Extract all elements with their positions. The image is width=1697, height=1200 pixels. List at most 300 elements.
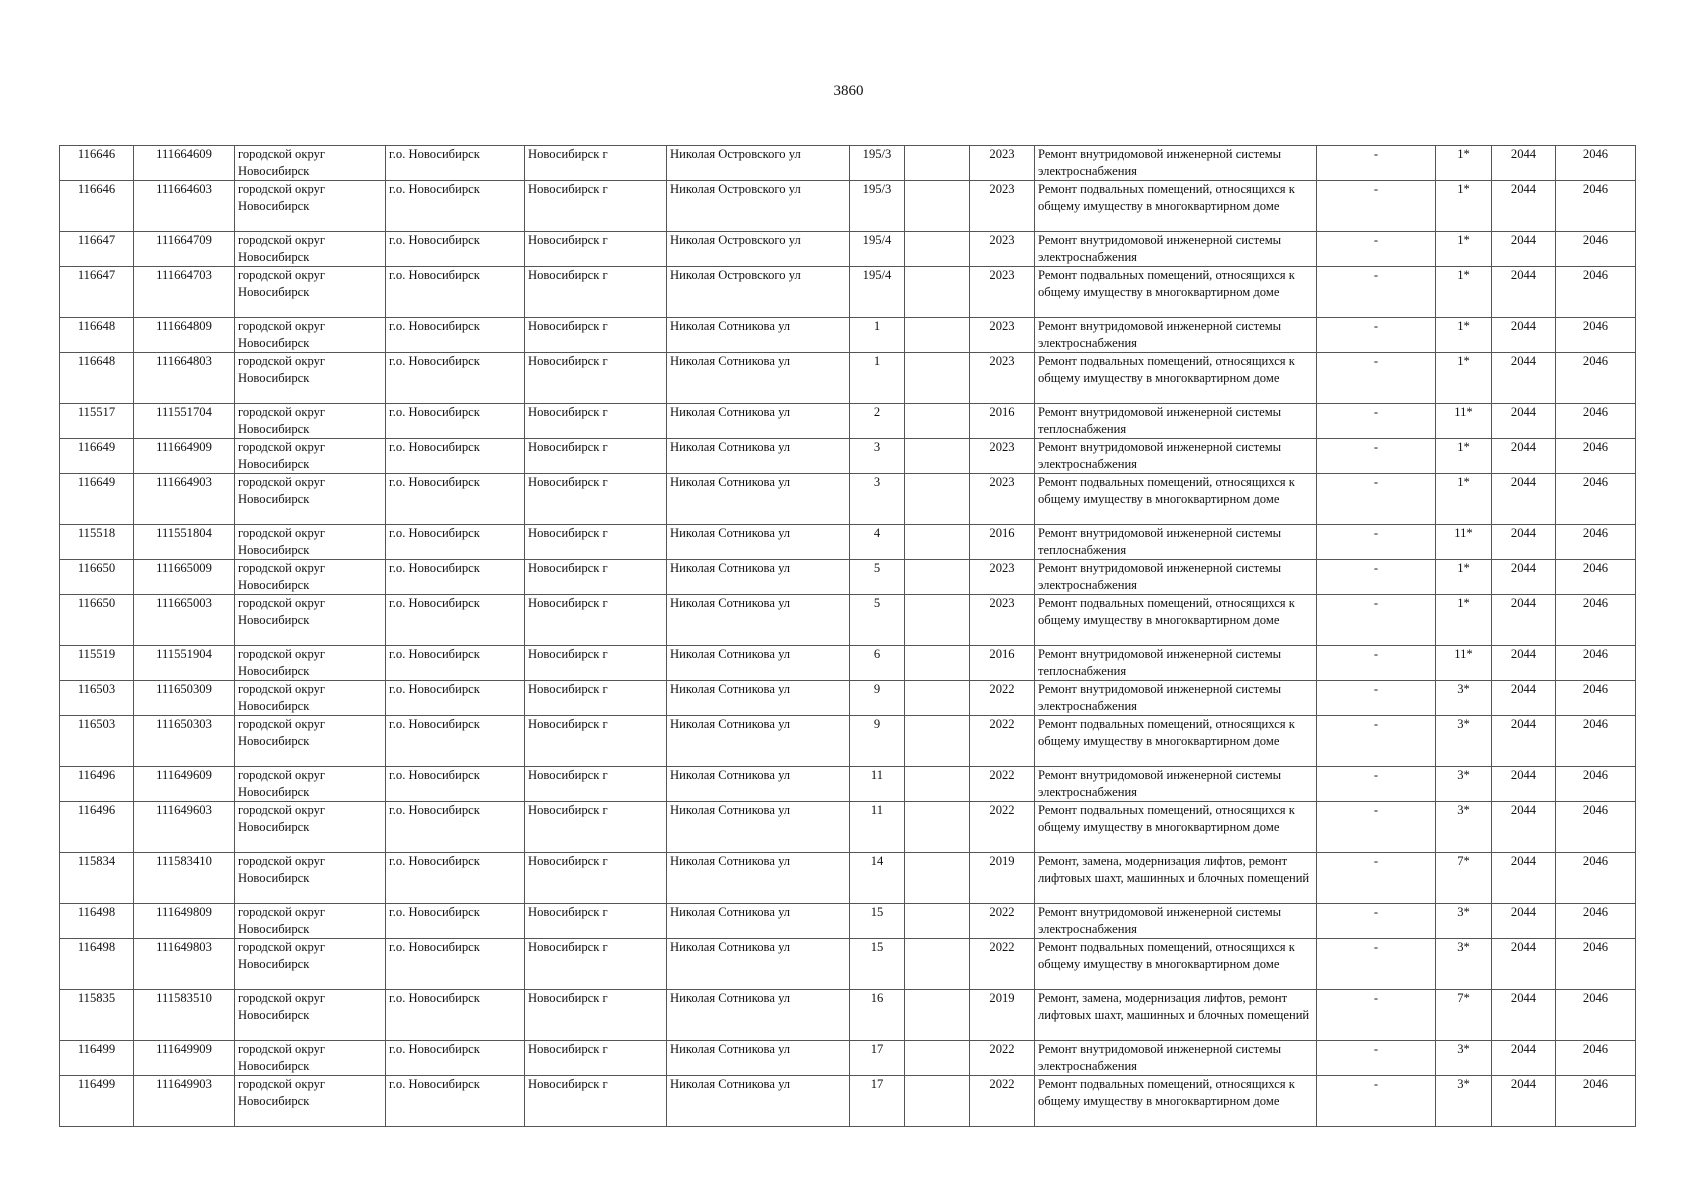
city-cell: Новосибирск г <box>525 939 667 990</box>
end-year-cell: 2046 <box>1556 939 1636 990</box>
district-cell: городской округ Новосибирск <box>235 716 386 767</box>
table-row <box>60 525 1636 560</box>
year-cell: 2023 <box>970 353 1035 404</box>
table-row <box>60 802 1636 853</box>
street-cell: Николая Сотникова ул <box>667 439 850 474</box>
district-cell: городской округ Новосибирск <box>235 1041 386 1076</box>
okrug-cell: г.о. Новосибирск <box>386 681 525 716</box>
row-id-cell: 115517 <box>60 404 134 439</box>
year-cell: 2022 <box>970 802 1035 853</box>
year-cell: 2023 <box>970 267 1035 318</box>
okrug-cell: г.о. Новосибирск <box>386 232 525 267</box>
district-cell: городской округ Новосибирск <box>235 767 386 802</box>
row-id-cell: 116650 <box>60 560 134 595</box>
house-cell: 5 <box>850 560 905 595</box>
start-year-cell: 2044 <box>1492 904 1556 939</box>
okrug-cell: г.о. Новосибирск <box>386 353 525 404</box>
city-cell: Новосибирск г <box>525 767 667 802</box>
street-cell: Николая Сотникова ул <box>667 990 850 1041</box>
table-row <box>60 904 1636 939</box>
street-cell: Николая Островского ул <box>667 232 850 267</box>
house-cell: 5 <box>850 595 905 646</box>
district-cell: городской округ Новосибирск <box>235 560 386 595</box>
table-row <box>60 232 1636 267</box>
work-code-cell: 111551904 <box>134 646 235 681</box>
year-cell: 2023 <box>970 595 1035 646</box>
house-cell: 1 <box>850 353 905 404</box>
house-cell: 6 <box>850 646 905 681</box>
start-year-cell: 2044 <box>1492 990 1556 1041</box>
number-cell: 1* <box>1436 560 1492 595</box>
dash-cell: - <box>1317 318 1436 353</box>
extra-cell <box>905 853 970 904</box>
house-cell: 3 <box>850 439 905 474</box>
city-cell: Новосибирск г <box>525 232 667 267</box>
street-cell: Николая Островского ул <box>667 267 850 318</box>
dash-cell: - <box>1317 439 1436 474</box>
dash-cell: - <box>1317 646 1436 681</box>
table-row <box>60 990 1636 1041</box>
work-description-cell: Ремонт внутридомовой инженерной системы электроснабжения <box>1035 318 1317 353</box>
work-code-cell: 111665003 <box>134 595 235 646</box>
year-cell: 2016 <box>970 525 1035 560</box>
year-cell: 2016 <box>970 404 1035 439</box>
house-cell: 1 <box>850 318 905 353</box>
okrug-cell: г.о. Новосибирск <box>386 560 525 595</box>
work-code-cell: 111664909 <box>134 439 235 474</box>
work-code-cell: 111664609 <box>134 146 235 181</box>
row-id-cell: 116650 <box>60 595 134 646</box>
house-cell: 11 <box>850 767 905 802</box>
dash-cell: - <box>1317 146 1436 181</box>
work-code-cell: 111649909 <box>134 1041 235 1076</box>
extra-cell <box>905 646 970 681</box>
table-row <box>60 267 1636 318</box>
work-description-cell: Ремонт подвальных помещений, относящихся к общему имуществу в многоквартирном доме <box>1035 802 1317 853</box>
okrug-cell: г.о. Новосибирск <box>386 146 525 181</box>
extra-cell <box>905 904 970 939</box>
house-cell: 11 <box>850 802 905 853</box>
number-cell: 7* <box>1436 853 1492 904</box>
work-description-cell: Ремонт подвальных помещений, относящихся к общему имуществу в многоквартирном доме <box>1035 181 1317 232</box>
district-cell: городской округ Новосибирск <box>235 181 386 232</box>
work-description-cell: Ремонт, замена, модернизация лифтов, ремонт лифтовых шахт, машинных и блочных помещений <box>1035 853 1317 904</box>
start-year-cell: 2044 <box>1492 802 1556 853</box>
street-cell: Николая Островского ул <box>667 181 850 232</box>
city-cell: Новосибирск г <box>525 474 667 525</box>
table-row <box>60 939 1636 990</box>
table-row <box>60 595 1636 646</box>
street-cell: Николая Сотникова ул <box>667 767 850 802</box>
city-cell: Новосибирск г <box>525 525 667 560</box>
work-code-cell: 111551804 <box>134 525 235 560</box>
end-year-cell: 2046 <box>1556 318 1636 353</box>
district-cell: городской округ Новосибирск <box>235 232 386 267</box>
extra-cell <box>905 681 970 716</box>
street-cell: Николая Сотникова ул <box>667 595 850 646</box>
end-year-cell: 2046 <box>1556 1076 1636 1127</box>
dash-cell: - <box>1317 716 1436 767</box>
work-code-cell: 111583510 <box>134 990 235 1041</box>
house-cell: 9 <box>850 716 905 767</box>
start-year-cell: 2044 <box>1492 318 1556 353</box>
start-year-cell: 2044 <box>1492 181 1556 232</box>
city-cell: Новосибирск г <box>525 439 667 474</box>
dash-cell: - <box>1317 181 1436 232</box>
table-row <box>60 474 1636 525</box>
work-description-cell: Ремонт внутридомовой инженерной системы электроснабжения <box>1035 439 1317 474</box>
end-year-cell: 2046 <box>1556 802 1636 853</box>
table-row <box>60 404 1636 439</box>
district-cell: городской округ Новосибирск <box>235 353 386 404</box>
district-cell: городской округ Новосибирск <box>235 525 386 560</box>
start-year-cell: 2044 <box>1492 353 1556 404</box>
work-code-cell: 111664603 <box>134 181 235 232</box>
work-description-cell: Ремонт подвальных помещений, относящихся к общему имуществу в многоквартирном доме <box>1035 353 1317 404</box>
work-description-cell: Ремонт внутридомовой инженерной системы теплоснабжения <box>1035 646 1317 681</box>
start-year-cell: 2044 <box>1492 1041 1556 1076</box>
house-cell: 2 <box>850 404 905 439</box>
district-cell: городской округ Новосибирск <box>235 939 386 990</box>
number-cell: 3* <box>1436 767 1492 802</box>
row-id-cell: 116647 <box>60 232 134 267</box>
extra-cell <box>905 267 970 318</box>
start-year-cell: 2044 <box>1492 716 1556 767</box>
end-year-cell: 2046 <box>1556 439 1636 474</box>
row-id-cell: 116647 <box>60 267 134 318</box>
year-cell: 2022 <box>970 939 1035 990</box>
end-year-cell: 2046 <box>1556 904 1636 939</box>
district-cell: городской округ Новосибирск <box>235 904 386 939</box>
table-row <box>60 681 1636 716</box>
extra-cell <box>905 404 970 439</box>
extra-cell <box>905 802 970 853</box>
extra-cell <box>905 1041 970 1076</box>
work-code-cell: 111649903 <box>134 1076 235 1127</box>
table-row <box>60 318 1636 353</box>
year-cell: 2022 <box>970 767 1035 802</box>
okrug-cell: г.о. Новосибирск <box>386 802 525 853</box>
year-cell: 2022 <box>970 904 1035 939</box>
work-code-cell: 111649809 <box>134 904 235 939</box>
okrug-cell: г.о. Новосибирск <box>386 181 525 232</box>
district-cell: городской округ Новосибирск <box>235 474 386 525</box>
work-code-cell: 111551704 <box>134 404 235 439</box>
work-code-cell: 111664809 <box>134 318 235 353</box>
dash-cell: - <box>1317 1076 1436 1127</box>
row-id-cell: 116496 <box>60 767 134 802</box>
work-code-cell: 111664709 <box>134 232 235 267</box>
end-year-cell: 2046 <box>1556 853 1636 904</box>
house-cell: 17 <box>850 1076 905 1127</box>
extra-cell <box>905 990 970 1041</box>
repair-register-table <box>59 145 1636 1127</box>
city-cell: Новосибирск г <box>525 181 667 232</box>
work-description-cell: Ремонт внутридомовой инженерной системы электроснабжения <box>1035 146 1317 181</box>
end-year-cell: 2046 <box>1556 716 1636 767</box>
okrug-cell: г.о. Новосибирск <box>386 990 525 1041</box>
city-cell: Новосибирск г <box>525 146 667 181</box>
row-id-cell: 115834 <box>60 853 134 904</box>
street-cell: Николая Сотникова ул <box>667 716 850 767</box>
table-row <box>60 439 1636 474</box>
row-id-cell: 115518 <box>60 525 134 560</box>
extra-cell <box>905 232 970 267</box>
work-description-cell: Ремонт подвальных помещений, относящихся к общему имуществу в многоквартирном доме <box>1035 1076 1317 1127</box>
okrug-cell: г.о. Новосибирск <box>386 646 525 681</box>
extra-cell <box>905 474 970 525</box>
house-cell: 9 <box>850 681 905 716</box>
city-cell: Новосибирск г <box>525 353 667 404</box>
number-cell: 3* <box>1436 1076 1492 1127</box>
end-year-cell: 2046 <box>1556 560 1636 595</box>
table-row <box>60 646 1636 681</box>
start-year-cell: 2044 <box>1492 525 1556 560</box>
work-code-cell: 111664903 <box>134 474 235 525</box>
start-year-cell: 2044 <box>1492 681 1556 716</box>
street-cell: Николая Сотникова ул <box>667 1076 850 1127</box>
okrug-cell: г.о. Новосибирск <box>386 525 525 560</box>
house-cell: 195/4 <box>850 267 905 318</box>
city-cell: Новосибирск г <box>525 1076 667 1127</box>
work-code-cell: 111583410 <box>134 853 235 904</box>
district-cell: городской округ Новосибирск <box>235 1076 386 1127</box>
dash-cell: - <box>1317 353 1436 404</box>
extra-cell <box>905 439 970 474</box>
city-cell: Новосибирск г <box>525 904 667 939</box>
dash-cell: - <box>1317 853 1436 904</box>
dash-cell: - <box>1317 267 1436 318</box>
extra-cell <box>905 525 970 560</box>
table-row <box>60 353 1636 404</box>
start-year-cell: 2044 <box>1492 439 1556 474</box>
row-id-cell: 116496 <box>60 802 134 853</box>
row-id-cell: 116648 <box>60 318 134 353</box>
street-cell: Николая Сотникова ул <box>667 525 850 560</box>
city-cell: Новосибирск г <box>525 990 667 1041</box>
dash-cell: - <box>1317 474 1436 525</box>
district-cell: городской округ Новосибирск <box>235 404 386 439</box>
dash-cell: - <box>1317 1041 1436 1076</box>
okrug-cell: г.о. Новосибирск <box>386 767 525 802</box>
start-year-cell: 2044 <box>1492 146 1556 181</box>
row-id-cell: 115519 <box>60 646 134 681</box>
start-year-cell: 2044 <box>1492 560 1556 595</box>
year-cell: 2023 <box>970 146 1035 181</box>
house-cell: 17 <box>850 1041 905 1076</box>
row-id-cell: 116648 <box>60 353 134 404</box>
number-cell: 11* <box>1436 404 1492 439</box>
row-id-cell: 116503 <box>60 716 134 767</box>
work-code-cell: 111650303 <box>134 716 235 767</box>
row-id-cell: 115835 <box>60 990 134 1041</box>
year-cell: 2023 <box>970 318 1035 353</box>
row-id-cell: 116499 <box>60 1076 134 1127</box>
work-description-cell: Ремонт подвальных помещений, относящихся к общему имуществу в многоквартирном доме <box>1035 474 1317 525</box>
work-code-cell: 111650309 <box>134 681 235 716</box>
year-cell: 2022 <box>970 1041 1035 1076</box>
dash-cell: - <box>1317 525 1436 560</box>
okrug-cell: г.о. Новосибирск <box>386 439 525 474</box>
city-cell: Новосибирск г <box>525 716 667 767</box>
row-id-cell: 116646 <box>60 181 134 232</box>
year-cell: 2023 <box>970 232 1035 267</box>
street-cell: Николая Сотникова ул <box>667 318 850 353</box>
table-row <box>60 1076 1636 1127</box>
okrug-cell: г.о. Новосибирск <box>386 404 525 439</box>
start-year-cell: 2044 <box>1492 595 1556 646</box>
extra-cell <box>905 1076 970 1127</box>
row-id-cell: 116649 <box>60 474 134 525</box>
end-year-cell: 2046 <box>1556 267 1636 318</box>
year-cell: 2022 <box>970 1076 1035 1127</box>
district-cell: городской округ Новосибирск <box>235 267 386 318</box>
end-year-cell: 2046 <box>1556 232 1636 267</box>
okrug-cell: г.о. Новосибирск <box>386 318 525 353</box>
dash-cell: - <box>1317 560 1436 595</box>
street-cell: Николая Сотникова ул <box>667 1041 850 1076</box>
table-row <box>60 853 1636 904</box>
work-description-cell: Ремонт подвальных помещений, относящихся к общему имуществу в многоквартирном доме <box>1035 939 1317 990</box>
street-cell: Николая Островского ул <box>667 146 850 181</box>
house-cell: 195/3 <box>850 181 905 232</box>
number-cell: 3* <box>1436 1041 1492 1076</box>
year-cell: 2023 <box>970 474 1035 525</box>
end-year-cell: 2046 <box>1556 525 1636 560</box>
row-id-cell: 116646 <box>60 146 134 181</box>
city-cell: Новосибирск г <box>525 560 667 595</box>
number-cell: 1* <box>1436 439 1492 474</box>
extra-cell <box>905 767 970 802</box>
work-description-cell: Ремонт внутридомовой инженерной системы электроснабжения <box>1035 560 1317 595</box>
dash-cell: - <box>1317 939 1436 990</box>
table-row <box>60 767 1636 802</box>
year-cell: 2022 <box>970 681 1035 716</box>
okrug-cell: г.о. Новосибирск <box>386 595 525 646</box>
work-code-cell: 111649609 <box>134 767 235 802</box>
okrug-cell: г.о. Новосибирск <box>386 1076 525 1127</box>
extra-cell <box>905 146 970 181</box>
city-cell: Новосибирск г <box>525 681 667 716</box>
number-cell: 1* <box>1436 318 1492 353</box>
extra-cell <box>905 181 970 232</box>
end-year-cell: 2046 <box>1556 353 1636 404</box>
okrug-cell: г.о. Новосибирск <box>386 1041 525 1076</box>
start-year-cell: 2044 <box>1492 767 1556 802</box>
start-year-cell: 2044 <box>1492 267 1556 318</box>
year-cell: 2016 <box>970 646 1035 681</box>
city-cell: Новосибирск г <box>525 802 667 853</box>
okrug-cell: г.о. Новосибирск <box>386 474 525 525</box>
house-cell: 195/3 <box>850 146 905 181</box>
street-cell: Николая Сотникова ул <box>667 853 850 904</box>
district-cell: городской округ Новосибирск <box>235 681 386 716</box>
okrug-cell: г.о. Новосибирск <box>386 904 525 939</box>
okrug-cell: г.о. Новосибирск <box>386 939 525 990</box>
start-year-cell: 2044 <box>1492 853 1556 904</box>
district-cell: городской округ Новосибирск <box>235 595 386 646</box>
work-code-cell: 111649603 <box>134 802 235 853</box>
start-year-cell: 2044 <box>1492 1076 1556 1127</box>
district-cell: городской округ Новосибирск <box>235 646 386 681</box>
work-description-cell: Ремонт внутридомовой инженерной системы электроснабжения <box>1035 904 1317 939</box>
start-year-cell: 2044 <box>1492 404 1556 439</box>
dash-cell: - <box>1317 802 1436 853</box>
end-year-cell: 2046 <box>1556 595 1636 646</box>
city-cell: Новосибирск г <box>525 1041 667 1076</box>
work-description-cell: Ремонт внутридомовой инженерной системы электроснабжения <box>1035 681 1317 716</box>
work-description-cell: Ремонт внутридомовой инженерной системы теплоснабжения <box>1035 404 1317 439</box>
year-cell: 2022 <box>970 716 1035 767</box>
end-year-cell: 2046 <box>1556 990 1636 1041</box>
end-year-cell: 2046 <box>1556 181 1636 232</box>
year-cell: 2023 <box>970 181 1035 232</box>
start-year-cell: 2044 <box>1492 939 1556 990</box>
end-year-cell: 2046 <box>1556 146 1636 181</box>
street-cell: Николая Сотникова ул <box>667 353 850 404</box>
start-year-cell: 2044 <box>1492 232 1556 267</box>
work-description-cell: Ремонт внутридомовой инженерной системы электроснабжения <box>1035 232 1317 267</box>
table-row <box>60 560 1636 595</box>
work-description-cell: Ремонт внутридомовой инженерной системы электроснабжения <box>1035 1041 1317 1076</box>
house-cell: 4 <box>850 525 905 560</box>
number-cell: 3* <box>1436 716 1492 767</box>
city-cell: Новосибирск г <box>525 318 667 353</box>
okrug-cell: г.о. Новосибирск <box>386 267 525 318</box>
table-row <box>60 146 1636 181</box>
street-cell: Николая Сотникова ул <box>667 474 850 525</box>
number-cell: 1* <box>1436 595 1492 646</box>
extra-cell <box>905 716 970 767</box>
street-cell: Николая Сотникова ул <box>667 802 850 853</box>
page-number: 3860 <box>833 83 864 99</box>
number-cell: 1* <box>1436 146 1492 181</box>
start-year-cell: 2044 <box>1492 474 1556 525</box>
work-description-cell: Ремонт подвальных помещений, относящихся к общему имуществу в многоквартирном доме <box>1035 716 1317 767</box>
work-description-cell: Ремонт, замена, модернизация лифтов, ремонт лифтовых шахт, машинных и блочных помещений <box>1035 990 1317 1041</box>
number-cell: 7* <box>1436 990 1492 1041</box>
dash-cell: - <box>1317 904 1436 939</box>
work-description-cell: Ремонт подвальных помещений, относящихся к общему имуществу в многоквартирном доме <box>1035 267 1317 318</box>
extra-cell <box>905 560 970 595</box>
work-description-cell: Ремонт внутридомовой инженерной системы электроснабжения <box>1035 767 1317 802</box>
table-row <box>60 1041 1636 1076</box>
street-cell: Николая Сотникова ул <box>667 404 850 439</box>
dash-cell: - <box>1317 232 1436 267</box>
street-cell: Николая Сотникова ул <box>667 646 850 681</box>
house-cell: 15 <box>850 904 905 939</box>
row-id-cell: 116499 <box>60 1041 134 1076</box>
work-description-cell: Ремонт подвальных помещений, относящихся к общему имуществу в многоквартирном доме <box>1035 595 1317 646</box>
number-cell: 3* <box>1436 939 1492 990</box>
work-code-cell: 111665009 <box>134 560 235 595</box>
house-cell: 16 <box>850 990 905 1041</box>
end-year-cell: 2046 <box>1556 646 1636 681</box>
district-cell: городской округ Новосибирск <box>235 318 386 353</box>
table-row <box>60 181 1636 232</box>
house-cell: 3 <box>850 474 905 525</box>
year-cell: 2023 <box>970 439 1035 474</box>
work-description-cell: Ремонт внутридомовой инженерной системы теплоснабжения <box>1035 525 1317 560</box>
district-cell: городской округ Новосибирск <box>235 439 386 474</box>
house-cell: 195/4 <box>850 232 905 267</box>
house-cell: 14 <box>850 853 905 904</box>
table-body <box>60 146 1636 1127</box>
row-id-cell: 116503 <box>60 681 134 716</box>
year-cell: 2023 <box>970 560 1035 595</box>
dash-cell: - <box>1317 990 1436 1041</box>
extra-cell <box>905 939 970 990</box>
